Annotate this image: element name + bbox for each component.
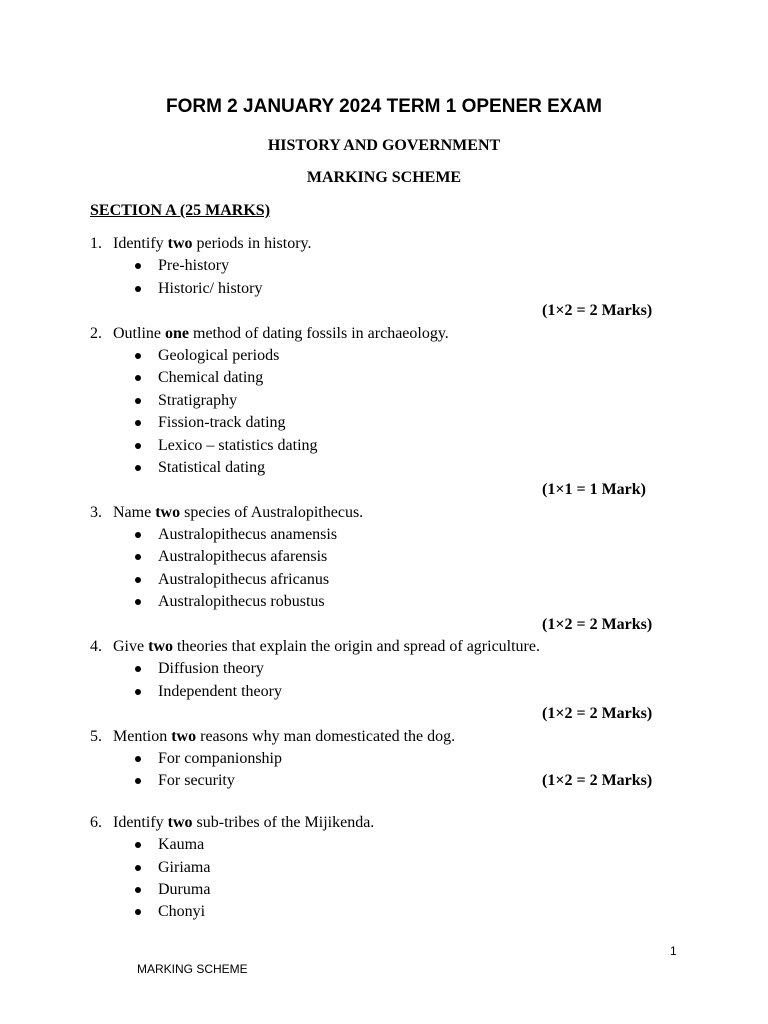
marks-allocation xyxy=(90,479,670,501)
answer-text: Australopithecus robustus xyxy=(158,593,325,611)
marks-text: (1×1 = 1 Mark) xyxy=(542,481,646,499)
footer-text: MARKING SCHEME xyxy=(137,962,248,976)
answer-text: Australopithecus africanus xyxy=(158,570,330,588)
bullet-icon xyxy=(135,887,141,893)
answer-item xyxy=(90,457,670,479)
answer-item xyxy=(90,435,670,457)
answer-text: Chemical dating xyxy=(158,369,264,387)
bullet-icon xyxy=(135,532,141,538)
answer-item xyxy=(90,834,670,856)
answer-item xyxy=(90,591,670,613)
answer-text: Kauma xyxy=(158,836,205,854)
question-5 xyxy=(90,726,670,793)
answer-text: For companionship xyxy=(158,749,282,767)
bullet-icon xyxy=(135,398,141,404)
marks-allocation xyxy=(90,703,670,725)
bullet-icon xyxy=(135,263,141,269)
question-text-pre: Name xyxy=(113,503,156,521)
question-3 xyxy=(90,502,670,636)
question-1 xyxy=(90,233,670,323)
question-text-post: theories that explain the origin and spread of agriculture. xyxy=(173,638,540,656)
question-text xyxy=(90,636,670,658)
marks-allocation xyxy=(90,614,670,636)
answer-text: Statistical dating xyxy=(158,458,266,476)
answer-text: Lexico – statistics dating xyxy=(158,436,318,454)
question-number: 5. xyxy=(90,727,102,745)
answer-text: Historic/ history xyxy=(158,279,263,297)
answer-item xyxy=(90,390,670,412)
bullet-icon xyxy=(135,420,141,426)
question-4 xyxy=(90,636,670,726)
answer-text: Australopithecus anamensis xyxy=(158,526,338,544)
question-number: 3. xyxy=(90,503,102,521)
question-text xyxy=(90,726,670,748)
questions-list xyxy=(90,233,670,924)
answer-item xyxy=(90,546,670,568)
marks-text: (1×2 = 2 Marks) xyxy=(542,302,653,320)
bullet-icon xyxy=(135,353,141,359)
bullet-icon xyxy=(135,286,141,292)
question-text-pre: Give xyxy=(113,638,149,656)
bullet-icon xyxy=(135,554,141,560)
answer-item xyxy=(90,255,670,277)
answer-text: Chonyi xyxy=(158,903,206,921)
question-text-pre: Outline xyxy=(113,324,165,342)
page-number: 1 xyxy=(670,944,677,958)
answer-text: For security xyxy=(158,772,235,790)
question-text-bold: two xyxy=(171,727,197,745)
answer-item xyxy=(90,770,670,792)
answer-item xyxy=(90,879,670,901)
answer-item xyxy=(90,901,670,923)
answer-item xyxy=(90,345,670,367)
question-6 xyxy=(90,812,670,924)
question-text-post: method of dating fossils in archaeology. xyxy=(189,324,449,342)
question-text-bold: two xyxy=(148,638,173,656)
answer-item xyxy=(90,569,670,591)
bullet-icon xyxy=(135,599,141,605)
question-text xyxy=(90,323,670,345)
question-text-pre: Identify xyxy=(113,813,168,831)
marks-text: (1×2 = 2 Marks) xyxy=(542,705,653,723)
bullet-icon xyxy=(135,842,141,848)
question-number: 6. xyxy=(90,813,102,831)
question-text-post: reasons why man domesticated the dog. xyxy=(196,727,456,745)
marks-text: (1×2 = 2 Marks) xyxy=(542,772,653,790)
question-text xyxy=(90,233,670,255)
subject-title: HISTORY AND GOVERNMENT xyxy=(267,137,501,154)
answer-item xyxy=(90,412,670,434)
answer-item xyxy=(90,857,670,879)
answer-text: Giriama xyxy=(158,858,211,876)
bullet-icon xyxy=(135,756,141,762)
bullet-icon xyxy=(135,778,141,784)
question-text-pre: Mention xyxy=(113,727,172,745)
question-text-bold: two xyxy=(155,503,181,521)
question-text-pre: Identify xyxy=(113,235,168,252)
marks-text: (1×2 = 2 Marks) xyxy=(542,615,653,633)
answer-text: Australopithecus afarensis xyxy=(158,548,328,566)
answer-text: Stratigraphy xyxy=(158,391,238,409)
question-text-bold: two xyxy=(167,813,193,831)
bullet-icon xyxy=(135,443,141,449)
question-number: 2. xyxy=(90,324,102,342)
bullet-icon xyxy=(135,689,141,695)
question-text-bold: two xyxy=(167,235,193,252)
spacer xyxy=(90,793,670,812)
section-heading: SECTION A (25 MARKS) xyxy=(90,202,271,219)
question-number: 1. xyxy=(90,235,102,252)
answer-item xyxy=(90,524,670,546)
answer-item xyxy=(90,278,670,300)
question-text-post: periods in history. xyxy=(192,235,312,252)
answer-text: Independent theory xyxy=(158,682,282,700)
exam-title: FORM 2 JANUARY 2024 TERM 1 OPENER EXAM xyxy=(165,96,603,117)
question-text-post: species of Australopithecus. xyxy=(180,503,364,521)
question-number: 4. xyxy=(90,638,102,656)
answer-text: Fission-track dating xyxy=(158,414,286,432)
answer-text: Geological periods xyxy=(158,346,280,364)
answer-item xyxy=(90,748,670,770)
question-2 xyxy=(90,323,670,502)
answer-text: Diffusion theory xyxy=(158,660,264,678)
answer-item xyxy=(90,681,670,703)
question-text-post: sub-tribes of the Mijikenda. xyxy=(192,813,375,831)
question-text xyxy=(90,502,670,524)
bullet-icon xyxy=(135,465,141,471)
answer-item xyxy=(90,367,670,389)
answer-text: Pre-history xyxy=(158,257,230,275)
bullet-icon xyxy=(135,865,141,871)
bullet-icon xyxy=(135,375,141,381)
question-text xyxy=(90,812,670,834)
document-type-title: MARKING SCHEME xyxy=(306,169,462,186)
question-text-bold: one xyxy=(165,324,189,342)
bullet-icon xyxy=(135,666,141,672)
bullet-icon xyxy=(135,577,141,583)
marks-allocation xyxy=(90,300,670,322)
bullet-icon xyxy=(135,909,141,915)
answer-item xyxy=(90,658,670,680)
answer-text: Duruma xyxy=(158,880,211,898)
